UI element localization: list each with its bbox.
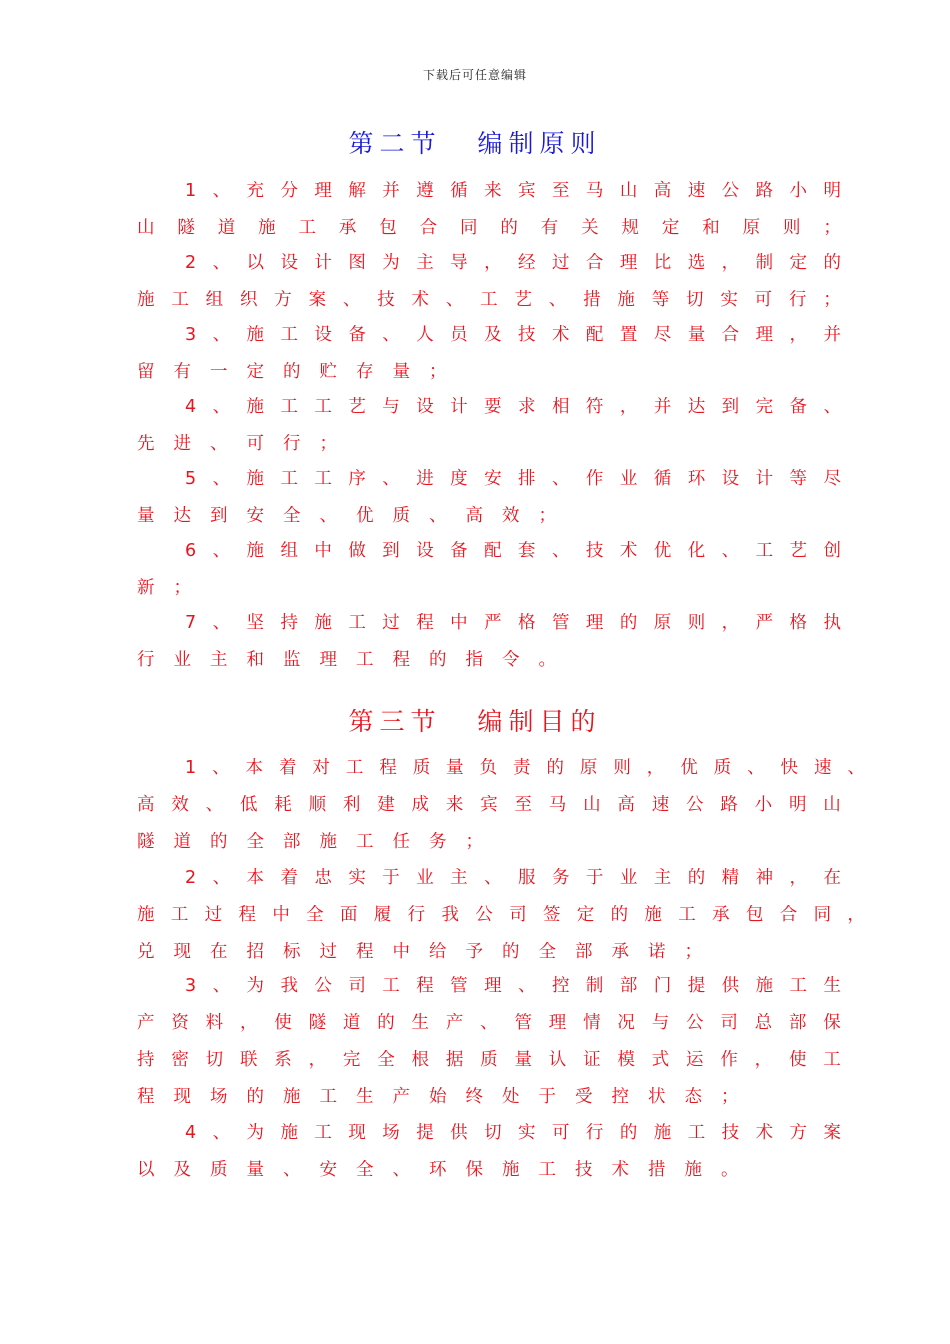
section-number: 第二节	[348, 129, 442, 158]
purpose-item-1	[137, 750, 865, 861]
paragraph-line: 留有一定的贮存量；	[137, 362, 466, 382]
paragraph-line: 3 、 为 我 公 司 工 程 管 理 、 控 制 部 门 提 供 施 工 生	[185, 976, 841, 996]
section-title-principles	[0, 124, 950, 160]
principle-item-3	[137, 317, 841, 391]
paragraph-line: 山 隧 道 施 工 承 包 合 同 的 有 关 规 定 和 原 则 ；	[137, 218, 841, 238]
paragraph-line: 2 、 本 着 忠 实 于 业 主 、 服 务 于 业 主 的 精 神 ， 在	[185, 868, 841, 888]
paragraph-line: 兑现在招标过程中给予的全部承诺；	[137, 942, 721, 962]
principle-item-4	[137, 389, 841, 463]
paragraph-line: 隧道的全部施工任务；	[137, 832, 502, 852]
section-number: 第三节	[348, 707, 442, 736]
principle-item-6	[137, 533, 841, 607]
paragraph-line: 2 、 以 设 计 图 为 主 导 ， 经 过 合 理 比 选 ， 制 定 的	[185, 253, 841, 273]
paragraph-line: 6 、 施 组 中 做 到 设 备 配 套 、 技 术 优 化 、 工 艺 创	[185, 541, 841, 561]
principle-item-5	[137, 461, 841, 535]
purpose-item-4	[137, 1115, 841, 1189]
paragraph-line: 持 密 切 联 系 ， 完 全 根 据 质 量 认 证 模 式 运 作 ， 使 工	[137, 1050, 841, 1070]
principle-item-7	[137, 605, 841, 679]
paragraph-line: 先进、可行；	[137, 434, 356, 454]
paragraph-line: 4 、 施 工 工 艺 与 设 计 要 求 相 符 ， 并 达 到 完 备 、	[185, 397, 841, 417]
paragraph-line: 施 工 组 织 方 案 、 技 术 、 工 艺 、 措 施 等 切 实 可 行 ；	[137, 290, 841, 310]
paragraph-line: 新；	[137, 578, 210, 598]
paragraph-line: 高 效 、 低 耗 顺 利 建 成 来 宾 至 马 山 高 速 公 路 小 明 山	[137, 795, 841, 815]
principle-item-1	[137, 173, 841, 247]
paragraph-line: 施 工 过 程 中 全 面 履 行 我 公 司 签 定 的 施 工 承 包 合 同 ，	[137, 905, 865, 925]
paragraph-line: 5 、 施 工 工 序 、 进 度 安 排 、 作 业 循 环 设 计 等 尽	[185, 469, 841, 489]
purpose-item-3	[137, 968, 841, 1116]
paragraph-line: 产 资 料 ， 使 隧 道 的 生 产 、 管 理 情 况 与 公 司 总 部 保	[137, 1013, 841, 1033]
section-heading: 编制原则	[477, 129, 602, 158]
principle-item-2	[137, 245, 841, 319]
paragraph-line: 7 、 坚 持 施 工 过 程 中 严 格 管 理 的 原 则 ， 严 格 执	[185, 613, 841, 633]
paragraph-line: 行业主和监理工程的指令。	[137, 650, 575, 670]
purpose-item-2	[137, 860, 865, 971]
section-heading: 编制目的	[477, 707, 602, 736]
paragraph-line: 1 、 充 分 理 解 并 遵 循 来 宾 至 马 山 高 速 公 路 小 明	[185, 181, 841, 201]
paragraph-line: 4 、 为 施 工 现 场 提 供 切 实 可 行 的 施 工 技 术 方 案	[185, 1123, 841, 1143]
paragraph-line: 量达到安全、优质、高效；	[137, 506, 575, 526]
section-title-purpose	[0, 702, 950, 738]
header-note: 下载后可任意编辑	[422, 68, 527, 82]
paragraph-line: 以及质量、安全、环保施工技术措施。	[137, 1160, 758, 1180]
paragraph-line: 3 、 施 工 设 备 、 人 员 及 技 术 配 置 尽 量 合 理 ， 并	[185, 325, 841, 345]
paragraph-line: 程现场的施工生产始终处于受控状态；	[137, 1087, 758, 1107]
paragraph-line: 1 、 本 着 对 工 程 质 量 负 责 的 原 则 ， 优 质 、 快 速 、	[185, 758, 865, 778]
